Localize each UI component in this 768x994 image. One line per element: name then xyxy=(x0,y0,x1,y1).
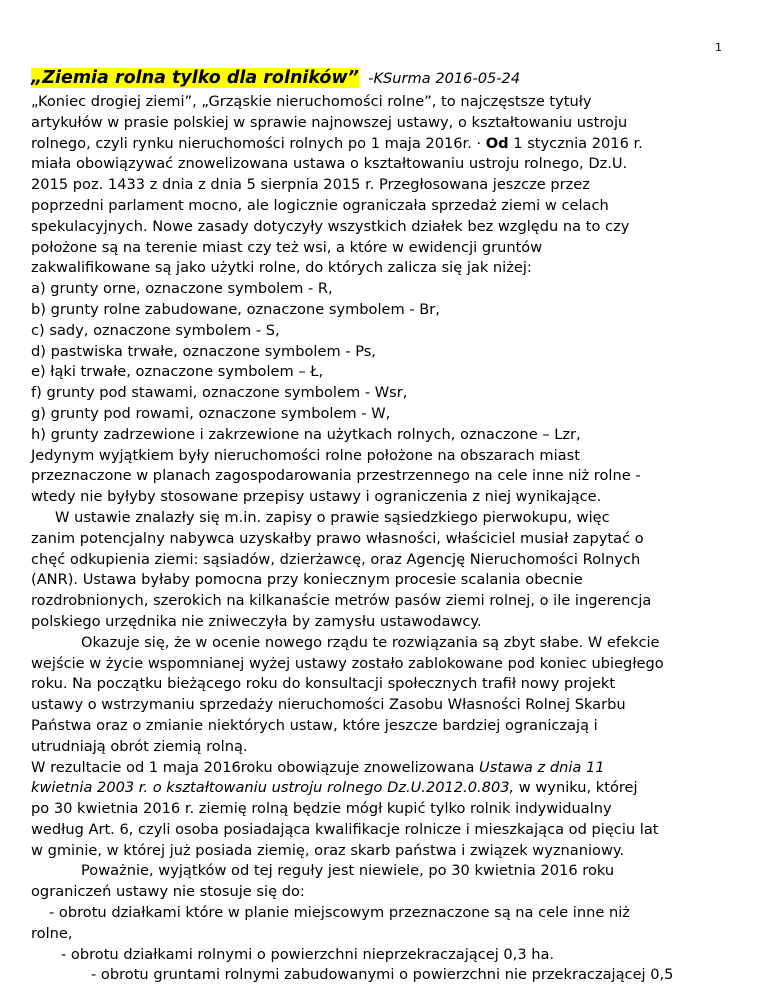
paragraph-line: przeznaczone w planach zagospodarowania przestrzennego na cele inne niż rolne - xyxy=(31,467,641,485)
list-item: g) grunty pod rowami, oznaczone symbolem - W, xyxy=(31,404,391,422)
paragraph-line: rozdrobnionych, szerokich na kilkanaście metrów pasów ziemi rolnej, o ile ingerencja xyxy=(31,592,652,610)
page-number: 1 xyxy=(715,41,722,54)
paragraph-line: według Art. 6, czyli osoba posiadająca kwalifikacje rolnicze i mieszkająca od pięciu lat xyxy=(31,820,659,838)
list-item: h) grunty zadrzewione i zakrzewione na użytkach rolnych, oznaczone – Lzr, xyxy=(31,425,581,443)
article-title: „Ziemia rolna tylko dla rolników” xyxy=(31,68,359,88)
paragraph-line: zanim potencjalny nabywca uzyskałby prawo własności, właściciel musiał zapytać o xyxy=(31,529,644,547)
exception-item: - obrotu gruntami rolnymi zabudowanymi o powierzchni nie przekraczającej 0,5 xyxy=(91,966,674,984)
paragraph-line: chęć odkupienia ziemi: sąsiadów, dzierżawcę, oraz Agencję Nieruchomości Rolnych xyxy=(31,550,641,568)
list-item: c) sady, oznaczone symbolem - S, xyxy=(31,321,280,339)
paragraph-line: poprzedni parlament mocno, ale logicznie ograniczała sprzedaż ziemi w celach xyxy=(31,196,609,214)
paragraph-line: kwietnia 2003 r. o kształtowaniu ustroju rolnego Dz.U.2012.0.803, w wyniku, której xyxy=(31,779,638,797)
title-line xyxy=(31,66,737,91)
list-item: b) grunty rolne zabudowane, oznaczone symbolem - Br, xyxy=(31,300,440,318)
paragraph-line: Jedynym wyjątkiem były nieruchomości rolne położone na obszarach miast xyxy=(31,446,580,464)
paragraph-line: zakwalifikowane są jako użytki rolne, do których zalicza się jak niżej: xyxy=(31,259,532,277)
bold-text: Od xyxy=(485,134,509,152)
paragraph-line: rolne, xyxy=(31,924,73,942)
paragraph-line: ograniczeń ustawy nie stosuje się do: xyxy=(31,883,305,901)
paragraph-line: roku. Na początku bieżącego roku do konsultacji społecznych trafił nowy projekt xyxy=(31,675,616,693)
paragraph-line: (ANR). Ustawa byłaby pomocna przy koniecznym procesie scalania obecnie xyxy=(31,571,583,589)
paragraph-line: Poważnie, wyjątków od tej reguły jest niewiele, po 30 kwietnia 2016 roku xyxy=(81,862,615,880)
italic-text: Ustawa z dnia 11 xyxy=(479,758,605,776)
paragraph-line: w gminie, w której już posiada ziemię, oraz skarb państwa i związek wyznaniowy. xyxy=(31,841,625,859)
list-item: f) grunty pod stawami, oznaczone symbolem - Wsr, xyxy=(31,384,408,402)
paragraph-line: wtedy nie byłyby stosowane przepisy ustawy i ograniczenia z niej wynikające. xyxy=(31,488,602,506)
paragraph-line: utrudniają obrót ziemią rolną. xyxy=(31,737,248,755)
paragraph-line: Okazuje się, że w ocenie nowego rządu te rozwiązania są zbyt słabe. W efekcie xyxy=(81,633,660,651)
byline: -KSurma 2016-05-24 xyxy=(368,70,521,87)
paragraph-line: rolnego, czyli rynku nieruchomości rolnych po 1 maja 2016r. · Od 1 stycznia 2016 r. xyxy=(31,134,643,152)
paragraph-line: artykułów w prasie polskiej w sprawie najnowszej ustawy, o kształtowaniu ustroju xyxy=(31,113,628,131)
paragraph-line: położone są na terenie miast czy też wsi, a które w ewidencji gruntów xyxy=(31,238,543,256)
paragraph-line: wejście w życie wspomnianej wyżej ustawy zostało zablokowane pod koniec ubiegłego xyxy=(31,654,664,672)
document-body xyxy=(31,66,737,986)
paragraph-line: 2015 poz. 1433 z dnia z dnia 5 sierpnia 2015 r. Przegłosowana jeszcze przez xyxy=(31,176,590,194)
list-item: a) grunty orne, oznaczone symbolem - R, xyxy=(31,280,333,298)
paragraph-line: miała obowiązywać znowelizowana ustawa o kształtowaniu ustroju rolnego, Dz.U. xyxy=(31,155,628,173)
exception-item: - obrotu działkami które w planie miejscowym przeznaczone są na cele inne niż xyxy=(49,904,630,922)
exception-item: - obrotu działkami rolnymi o powierzchni nieprzekraczającej 0,3 ha. xyxy=(61,945,555,963)
paragraph-line: W ustawie znalazły się m.in. zapisy o prawie sąsiedzkiego pierwokupu, więc xyxy=(55,508,610,526)
paragraph-line: po 30 kwietnia 2016 r. ziemię rolną będzie mógł kupić tylko rolnik indywidualny xyxy=(31,800,612,818)
paragraph-line: „Koniec drogiej ziemi”, „Grząskie nieruchomości rolne”, to najczęstsze tytuły xyxy=(31,93,592,110)
paragraph-line: Państwa oraz o zmianie niektórych ustaw, które jeszcze bardziej ograniczają i xyxy=(31,716,598,734)
list-item: e) łąki trwałe, oznaczone symbolem – Ł, xyxy=(31,363,324,381)
paragraph-line: ustawy o wstrzymaniu sprzedaży nieruchomości Zasobu Własności Rolnej Skarbu xyxy=(31,696,626,714)
paragraph-line: polskiego urzędnika nie zniweczyła by zamysłu ustawodawcy. xyxy=(31,612,482,630)
paragraph-line: spekulacyjnych. Nowe zasady dotyczyły wszystkich działek bez względu na to czy xyxy=(31,217,630,235)
paragraph-line: W rezultacie od 1 maja 2016roku obowiązuje znowelizowana Ustawa z dnia 11 xyxy=(31,758,605,776)
italic-text: kwietnia 2003 r. o kształtowaniu ustroju rolnego Dz.U.2012.0.803, xyxy=(31,779,515,797)
list-item: d) pastwiska trwałe, oznaczone symbolem - Ps, xyxy=(31,342,376,360)
